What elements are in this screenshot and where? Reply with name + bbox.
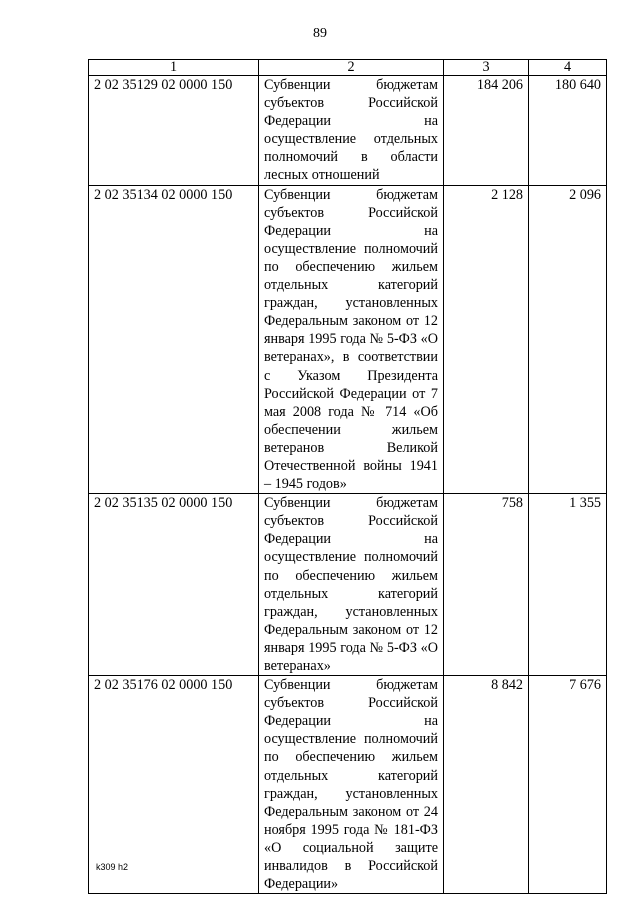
footer-code: k309 h2 [96,862,129,872]
budget-table [88,59,607,894]
budget-code: 2 02 35135 02 0000 150 [89,494,259,676]
column-header-1: 1 [89,60,259,76]
amount-col4: 7 676 [529,676,607,894]
table-header-row [89,60,607,76]
budget-code: 2 02 35129 02 0000 150 [89,76,259,186]
budget-description: Субвенции бюджетам субъектов Российской Федерации на осуществление отдельных полномочий в области лесных отношений [259,76,444,186]
table-row [89,76,607,186]
column-header-2: 2 [259,60,444,76]
amount-col4: 2 096 [529,185,607,494]
amount-col3: 2 128 [444,185,529,494]
page-number: 89 [313,26,327,41]
amount-col3: 8 842 [444,676,529,894]
budget-description: Субвенции бюджетам субъектов Российской Федерации на осуществление полномочий по обеспечению жильем отдельных категорий граждан, установленных Федеральным законом от 12 января 1995 года № 5-ФЗ «О ветеранах», в соответствии с Указом Президента Российской Федерации от 7 мая 2008 года № 714 «Об обеспечении жильем ветеранов Великой Отечественной войны 1941 – 1945 годов» [259,185,444,494]
budget-description: Субвенции бюджетам субъектов Российской Федерации на осуществление полномочий по обеспечению жильем отдельных категорий граждан, установленных Федеральным законом от 12 января 1995 года № 5-ФЗ «О ветеранах» [259,494,444,676]
column-header-3: 3 [444,60,529,76]
budget-code: 2 02 35134 02 0000 150 [89,185,259,494]
amount-col3: 184 206 [444,76,529,186]
amount-col3: 758 [444,494,529,676]
table-row [89,185,607,494]
amount-col4: 180 640 [529,76,607,186]
budget-description: Субвенции бюджетам субъектов Российской Федерации на осуществление полномочий по обеспечению жильем отдельных категорий граждан, установленных Федеральным законом от 24 ноября 1995 года № 181-ФЗ «О социальной защите инвалидов в Российской Федерации» [259,676,444,894]
table-row [89,676,607,894]
amount-col4: 1 355 [529,494,607,676]
budget-code: 2 02 35176 02 0000 150 [89,676,259,894]
table-row [89,494,607,676]
column-header-4: 4 [529,60,607,76]
